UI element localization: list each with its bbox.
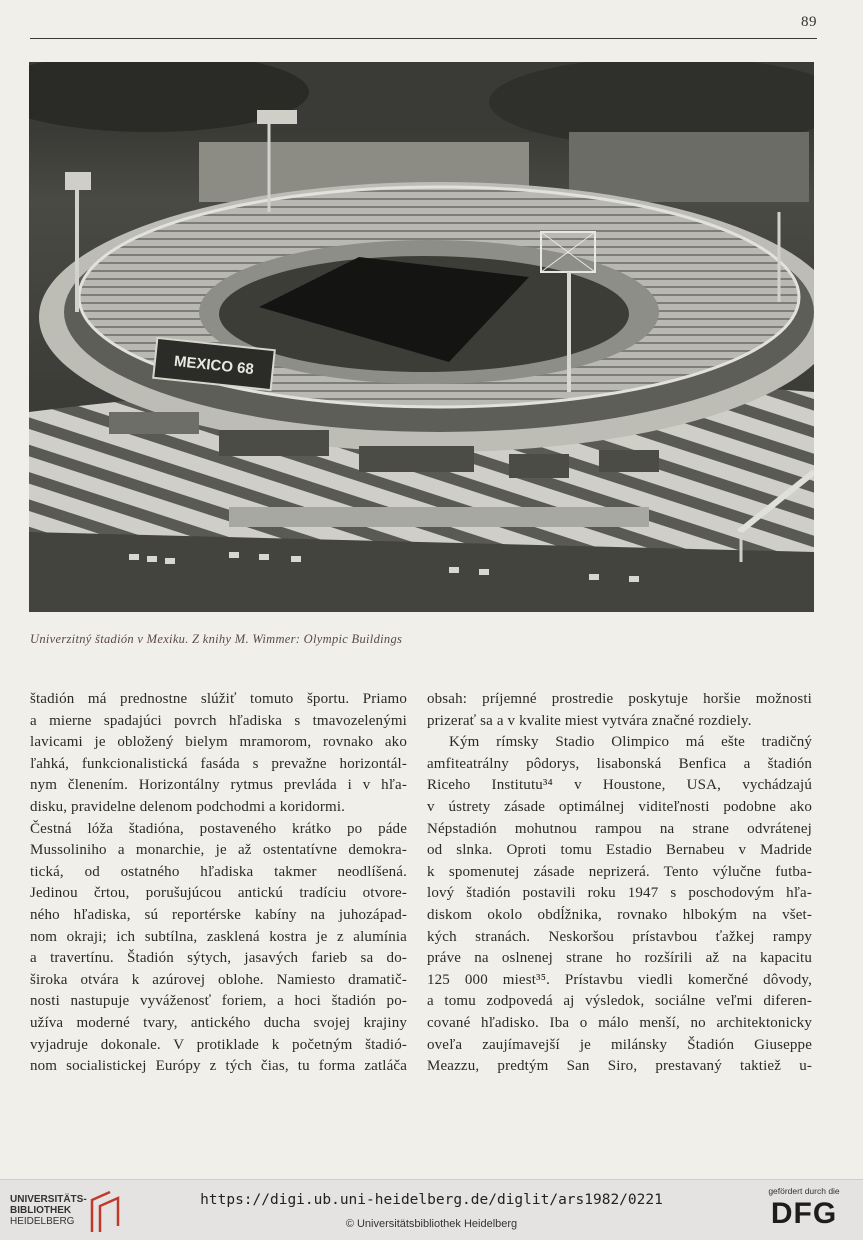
text-line: ľahká, funkcionalistická fasáda s prevažne horizontál- xyxy=(30,755,407,772)
text-line: obsah: príjemné prostredie poskytuje horšie možnosti xyxy=(427,691,812,707)
text-line: kých stranách. Neskoršou prístavbou ťažkej rampy xyxy=(427,928,812,945)
text-line: lavicami je obložený bielym mramorom, rovnako ako xyxy=(30,734,407,751)
text-line: amfiteatrálny pôdorys, lisabonská Benfica a štadión xyxy=(427,755,812,772)
text-line: diskom okolo obdĺžnika, rovnako hlbokým na všet- xyxy=(427,906,812,923)
text-line: v ústrety zásade optimálnej viditeľnosti podobne ako xyxy=(427,798,812,815)
library-name-line: HEIDELBERG xyxy=(10,1216,75,1227)
scoreboard-text: MEXICO 68 xyxy=(173,352,255,379)
page-number: 89 xyxy=(801,14,817,30)
text-line: vyjadruje dokonale. V protiklade k početným štadió- xyxy=(30,1036,407,1053)
dfg-wordmark: DFG xyxy=(770,1197,838,1230)
header-rule xyxy=(30,38,817,39)
text-line: Riceho Institutu³⁴ v Houstone, USA, vychádzajú xyxy=(427,777,812,794)
text-line: široka otvára k azúrovej oblohe. Namiesto dramatič- xyxy=(30,971,407,988)
text-line: 125 000 miest³⁵. Prístavbu viedli komerčné dôvody, xyxy=(427,971,812,988)
text-line: a tomu zodpovedá aj výsledok, sociálne veľmi diferen- xyxy=(427,993,812,1010)
text-line: nosti nastupuje vyváženosť foriem, a hoci štadión po- xyxy=(30,993,407,1010)
text-line: Népstadión mohutnou rampou na strane odvrátenej xyxy=(427,820,812,837)
text-line: disku, pravidelne delenom podchodmi a koridormi. xyxy=(30,798,346,815)
text-line: práve na oslnenej strane ho rozšírili až na kapacitu xyxy=(427,950,812,967)
text-line: cované hľadisko. Iba o málo menší, no architektonicky xyxy=(427,1014,812,1031)
text-line: oveľa zaujímavejší je milánsky Štadión Giuseppe xyxy=(427,1036,812,1053)
body-column-right xyxy=(427,689,812,1078)
figure-caption: Univerzitný štadión v Mexiku. Z knihy M. Wimmer: Olympic Buildings xyxy=(30,632,403,646)
permalink-url[interactable]: https://digi.ub.uni-heidelberg.de/diglit/ars1982/0221 xyxy=(200,1192,663,1208)
viewer-footer xyxy=(0,1179,863,1240)
copyright-notice: © Universitätsbibliothek Heidelberg xyxy=(345,1218,518,1230)
text-line: k spomenutej zásade neprizerá. Tento výlučne futba- xyxy=(427,863,812,880)
text-line: a travertínu. Štadión sýtych, jasavých farieb sa do- xyxy=(30,950,407,967)
text-line: Čestná lóža štadióna, postaveného krátko po páde xyxy=(30,820,407,837)
text-line: Mussoliniho a monarchie, je až ostentatívne demokra- xyxy=(30,842,407,859)
text-line: lový štadión postavili roku 1947 s poschodovým hľa- xyxy=(427,885,812,902)
text-line: štadión má prednostne slúžiť tomuto športu. Priamo xyxy=(30,691,407,707)
text-line: ného hľadiska, sú reportérske kabíny na juhozápad- xyxy=(30,906,407,923)
text-line: prizerať sa a v kvalite miest vytvára značné rozdiely. xyxy=(427,712,752,729)
stadium-photograph xyxy=(29,62,814,612)
text-line: Meazzu, predtým San Siro, prestavaný taktiež u- xyxy=(427,1058,812,1075)
stadium-aerial-illustration xyxy=(29,62,814,612)
text-line: Jedinou črtou, porušujúcou antickú tradíciu otvore- xyxy=(30,885,407,902)
text-line: Kým rímsky Stadio Olimpico má ešte tradičný xyxy=(449,734,812,751)
library-name-line: BIBLIOTHEK xyxy=(10,1205,72,1216)
funded-by-label: gefördert durch die xyxy=(768,1186,840,1196)
text-line: tická, od ostatného hľadiska takmer neodlíšená. xyxy=(30,863,407,880)
text-line: nym členením. Horizontálny rytmus prevláda i v hľa- xyxy=(30,777,407,794)
text-line: nom socialistickej Európy z tých čias, tu forma zatláča xyxy=(30,1058,407,1075)
text-line: a mierne spadajúci povrch hľadiska s tmavozelenými xyxy=(30,712,407,729)
text-line: užíva moderné tvary, antického ducha svojej krajiny xyxy=(30,1014,407,1031)
body-column-left xyxy=(30,689,407,1078)
text-line: od slnka. Oproti tomu Estadio Bernabeu v Madride xyxy=(427,842,812,859)
library-name-line: UNIVERSITÄTS- xyxy=(10,1194,87,1205)
dfg-logo[interactable] xyxy=(759,1186,849,1234)
text-line: nom okraji; ich subtílna, zasklená kostra je z alumínia xyxy=(30,928,407,945)
